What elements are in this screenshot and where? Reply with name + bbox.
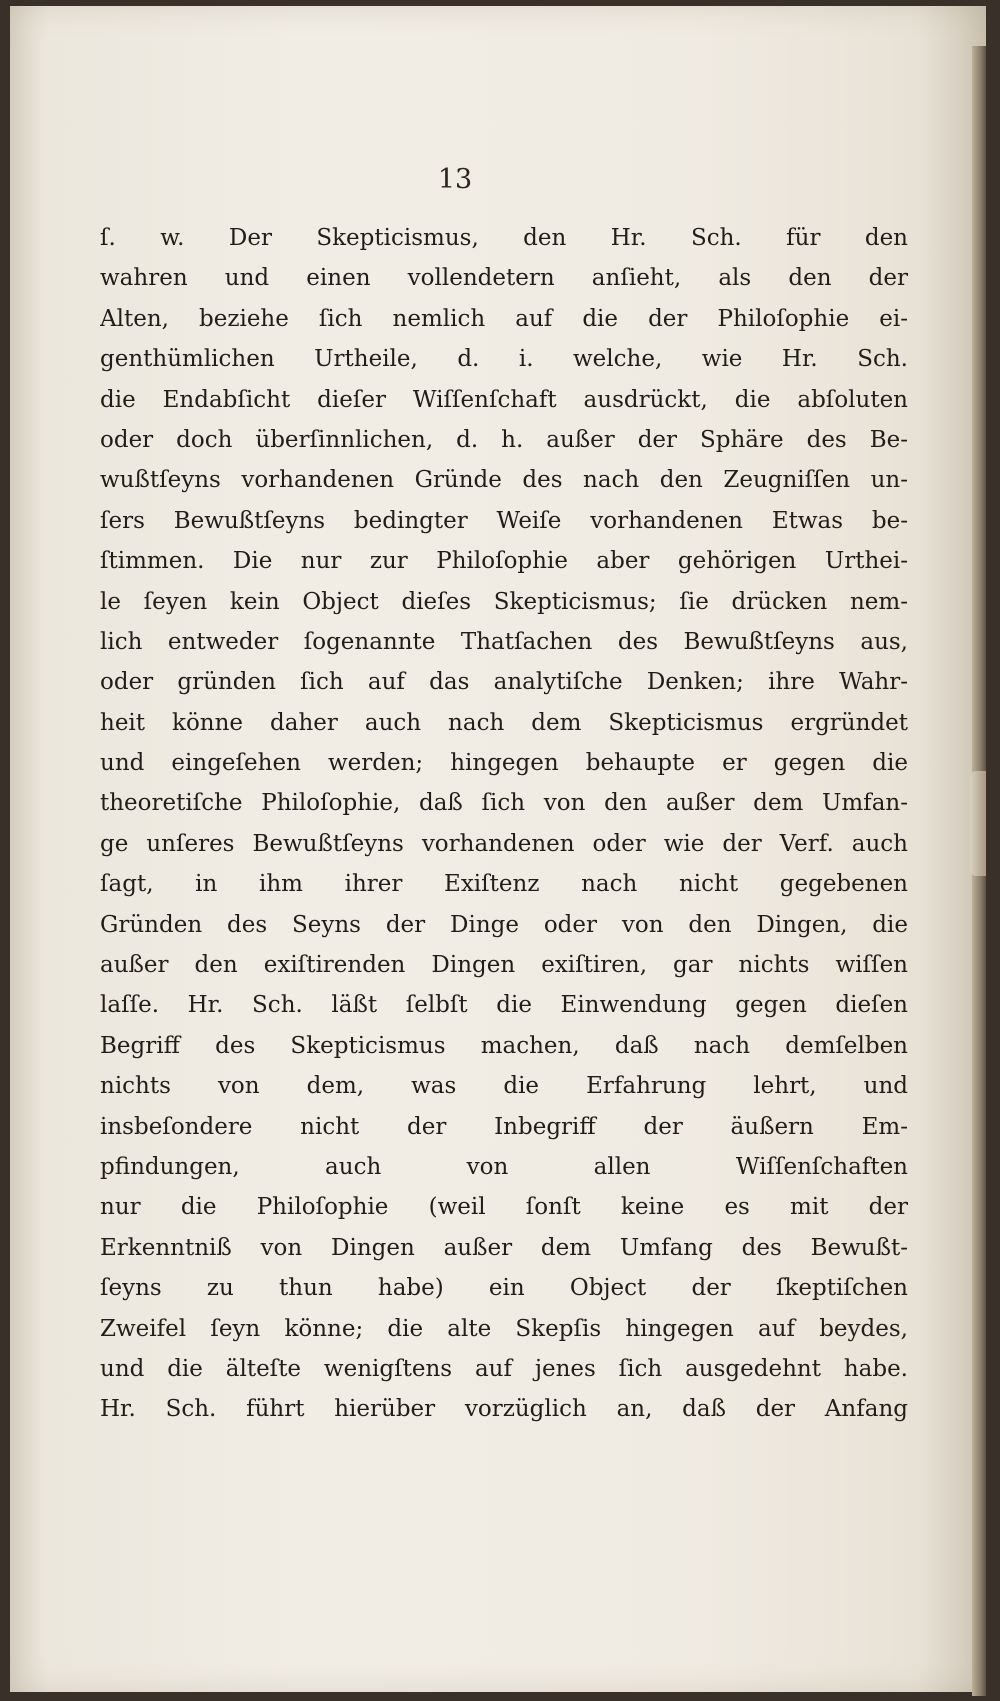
text-line: Hr. Sch. führt hierüber vorzüglich an, daß der Anfang: [100, 1396, 908, 1423]
text-line: ſtimmen. Die nur zur Philoſophie aber gehörigen Urthei-: [100, 548, 908, 575]
page-number: 13: [437, 164, 473, 195]
text-line: Erkenntniß von Dingen außer dem Umfang des Bewußt-: [100, 1234, 908, 1261]
text-line: pfindungen, auch von allen Wiſſenſchaften: [100, 1153, 908, 1180]
text-line: nur die Philoſophie (weil ſonſt keine es mit der: [100, 1194, 908, 1221]
text-line: Begriff des Skepticismus machen, daß nach demſelben: [100, 1032, 908, 1059]
text-line: nichts von dem, was die Erfahrung lehrt, und: [100, 1073, 908, 1100]
text-line: heit könne daher auch nach dem Skepticismus ergründet: [100, 709, 908, 736]
text-line: ſers Bewußtſeyns bedingter Weiſe vorhandenen Etwas be-: [100, 507, 908, 534]
text-line: außer den exiſtirenden Dingen exiſtiren, gar nichts wiſſen: [100, 952, 908, 979]
text-line: genthümlichen Urtheile, d. i. welche, wie Hr. Sch.: [100, 346, 908, 373]
text-line: oder gründen ſich auf das analytiſche Denken; ihre Wahr-: [100, 669, 908, 696]
text-line: wahren und einen vollendetern anſieht, als den der: [100, 265, 908, 292]
text-line: ſeyns zu thun habe) ein Object der ſkeptiſchen: [100, 1275, 908, 1302]
text-line: Gründen des Seyns der Dinge oder von den Dingen, die: [100, 911, 908, 938]
text-line: insbeſondere nicht der Inbegriff der äußern Em-: [100, 1113, 908, 1140]
page-edge-tab: [970, 771, 986, 876]
text-line: ſagt, in ihm ihrer Exiſtenz nach nicht gegebenen: [100, 871, 908, 898]
text-line: ge unſeres Bewußtſeyns vorhandenen oder wie der Verf. auch: [100, 830, 908, 857]
text-line: wußtſeyns vorhandenen Gründe des nach den Zeugniſſen un-: [100, 467, 908, 494]
text-line: ſ. w. Der Skepticismus, den Hr. Sch. für den: [100, 225, 908, 251]
page-paper: [10, 6, 986, 1692]
text-line: Zweifel ſeyn könne; die alte Skepſis hingegen auf beydes,: [100, 1315, 908, 1342]
text-line: und eingeſehen werden; hingegen behaupte er gegen die: [100, 750, 908, 777]
body-text: [100, 218, 908, 1430]
text-line: Alten, beziehe ſich nemlich auf die der Philoſophie ei-: [100, 305, 908, 332]
text-line: lich entweder ſogenannte Thatſachen des Bewußtſeyns aus,: [100, 628, 908, 655]
text-line: laſſe. Hr. Sch. läßt ſelbſt die Einwendung gegen dieſen: [100, 992, 908, 1019]
text-line: theoretiſche Philoſophie, daß ſich von den außer dem Umfan-: [100, 790, 908, 817]
text-line: oder doch überſinnlichen, d. h. außer der Sphäre des Be-: [100, 426, 908, 453]
text-line: und die älteſte wenigſtens auf jenes ſich ausgedehnt habe.: [100, 1355, 908, 1382]
text-line: le ſeyen kein Object dieſes Skepticismus; ſie drücken nem-: [100, 588, 908, 615]
text-line: die Endabſicht dieſer Wiſſenſchaft ausdrückt, die abſoluten: [100, 386, 908, 413]
